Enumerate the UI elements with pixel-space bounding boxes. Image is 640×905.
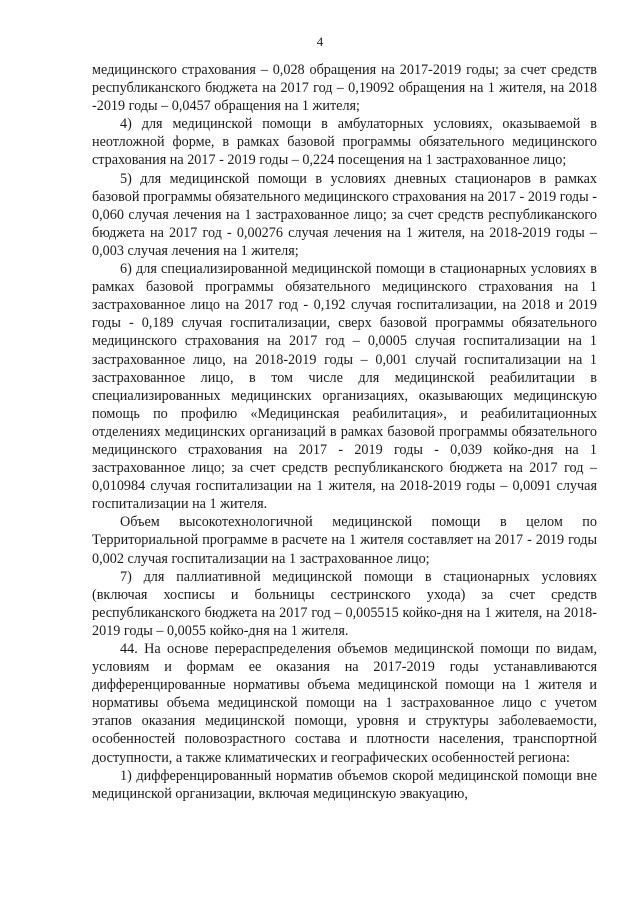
paragraph-subitem-1-ambulance: 1) дифференцированный норматив объемов скорой медицинской помощи вне медицинской организации, включая медицинскую эвакуацию, (92, 767, 597, 802)
page-number: 4 (316, 34, 324, 49)
paragraph-section-44: 44. На основе перераспределения объемов медицинской помощи по видам, условиям и формам ее оказания на 2017-2019 годы устанавливаются дифференцированные нормативы объема медицинской помощи на 1 жителя и нормативы объема медицинской помощи на 1 застрахованное лицо с учетом этапов оказания медицинской помощи, уровня и структуры заболеваемости, особенностей половозрастного состава и плотности населения, транспортной доступности, а также климатических и географических особенностей региона: (92, 641, 597, 766)
paragraph-item-6-specialized-inpatient: 6) для специализированной медицинской помощи в стационарных условиях в рамках базовой программы обязательного медицинского страхования на 1 застрахованное лицо на 2017 год - 0,192 случая госпитализации, на 2018 и 2019 годы - 0,189 случая госпитализации, сверх базовой программы обязательного медицинского страхования на 2017 год – 0,0005 случая госпитализации на 1 застрахованное лицо, на 2018-2019 годы – 0,001 случай госпитализации на 1 застрахованное лицо, в том числе для медицинской реабилитации в специализированных медицинских организациях, оказывающих медицинскую помощь по профилю «Медицинская реабилитация», и реабилитационных отделениях медицинских организаций в рамках базовой программы обязательного медицинского страхования на 2017 - 2019 годы - 0,039 койко-дня на 1 застрахованное лицо; за счет средств республиканского бюджета на 2017 год – 0,010984 случая госпитализации на 1 жителя, на 2018-2019 годы – 0,0091 случая госпитализации на 1 жителя. (92, 261, 597, 513)
paragraph-item-7-palliative-care: 7) для паллиативной медицинской помощи в стационарных условиях (включая хосписы и больницы сестринского ухода) за счет средств республиканского бюджета на 2017 год – 0,005515 койко-дня на 1 жителя, на 2018-2019 годы – 0,0055 койко-дня на 1 жителя. (92, 568, 597, 639)
paragraph-high-tech-care: Объем высокотехнологичной медицинской помощи в целом по Территориальной программе в расчете на 1 жителя составляет на 2017 - 2019 годы 0,002 случая госпитализации на 1 застрахованное лицо; (92, 514, 597, 567)
document-body (92, 61, 597, 803)
paragraph-item-4-emergency-outpatient: 4) для медицинской помощи в амбулаторных условиях, оказываемой в неотложной форме, в рамках базовой программы обязательного медицинского страхования на 2017 - 2019 годы – 0,224 посещения на 1 застрахованное лицо; (92, 116, 597, 169)
paragraph-continuation: медицинского страхования – 0,028 обращения на 2017-2019 годы; за счет средств республиканского бюджета на 2017 год – 0,19092 обращения на 1 жителя, на 2018 -2019 годы – 0,0457 обращения на 1 жителя; (92, 62, 597, 115)
paragraph-item-5-day-hospitals: 5) для медицинской помощи в условиях дневных стационаров в рамках базовой программы обязательного медицинского страхования на 2017 - 2019 годы - 0,060 случая лечения на 1 застрахованное лицо; за счет средств республиканского бюджета на 2017 год - 0,00276 случая лечения на 1 жителя, на 2018-2019 годы – 0,003 случая лечения на 1 жителя; (92, 170, 597, 259)
